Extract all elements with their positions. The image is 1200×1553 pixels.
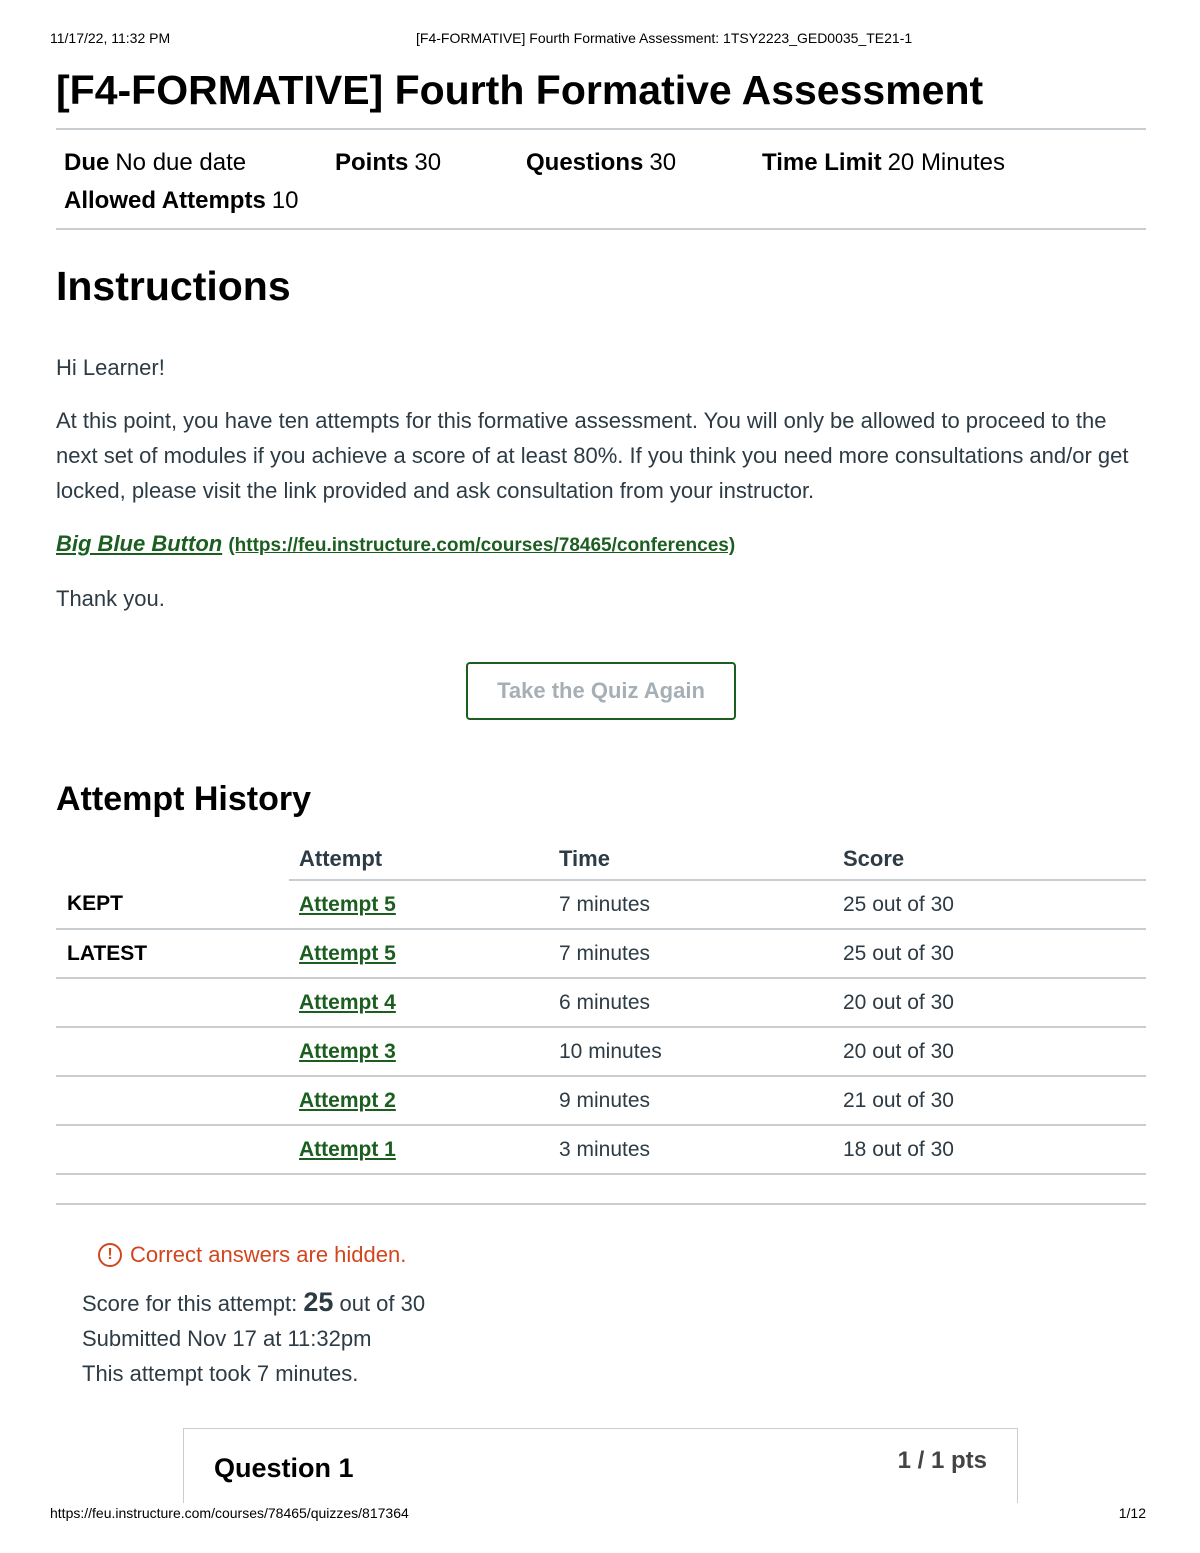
warning-icon: ! bbox=[98, 1243, 122, 1267]
page-title: [F4-FORMATIVE] Fourth Formative Assessment bbox=[56, 67, 984, 113]
conference-url-link[interactable]: (https://feu.instructure.com/courses/78465/conferences) bbox=[228, 535, 736, 556]
detail-points-value: 30 bbox=[414, 149, 442, 176]
attempt-time: 7 minutes bbox=[559, 929, 843, 978]
attempt-score: 18 out of 30 bbox=[843, 1125, 1146, 1174]
detail-points-label: Points bbox=[335, 149, 409, 176]
table-row bbox=[56, 1125, 1146, 1174]
print-doc-title: [F4-FORMATIVE] Fourth Formative Assessment: 1TSY2223_GED0035_TE21-1 bbox=[416, 30, 913, 46]
print-datetime: 11/17/22, 11:32 PM bbox=[50, 30, 171, 46]
main-content bbox=[56, 60, 1146, 1391]
detail-time-limit bbox=[762, 144, 1005, 182]
question-card bbox=[183, 1428, 1018, 1503]
table-spacer-row bbox=[56, 1174, 1146, 1204]
instructions-heading: Instructions bbox=[56, 263, 291, 309]
retake-button-wrap bbox=[56, 662, 1146, 720]
row-label: KEPT bbox=[56, 880, 289, 929]
table-header-empty bbox=[56, 842, 289, 880]
correct-answers-hidden-notice bbox=[98, 1239, 1146, 1271]
divider bbox=[56, 228, 1146, 230]
attempt-time: 10 minutes bbox=[559, 1027, 843, 1076]
table-row bbox=[56, 929, 1146, 978]
quiz-details bbox=[56, 130, 1146, 228]
row-label: LATEST bbox=[56, 929, 289, 978]
attempt-score: 21 out of 30 bbox=[843, 1076, 1146, 1125]
attempt-link[interactable]: Attempt 2 bbox=[299, 1088, 396, 1112]
attempt-time: 7 minutes bbox=[559, 880, 843, 929]
attempt-score: 25 out of 30 bbox=[843, 929, 1146, 978]
detail-questions bbox=[526, 144, 762, 182]
detail-questions-label: Questions bbox=[526, 149, 644, 176]
attempt-summary bbox=[82, 1285, 1146, 1391]
instructions-body: At this point, you have ten attempts for this formative assessment. You will only be allowed to proceed to the next set of modules if you achieve a score of at least 80%. If you think you need more consultations and/or get locked, please visit the link provided and ask consultation from your instructor. bbox=[56, 408, 1129, 503]
attempt-link[interactable]: Attempt 4 bbox=[299, 990, 396, 1014]
row-label bbox=[56, 1027, 289, 1076]
print-header bbox=[0, 30, 1200, 50]
print-url: https://feu.instructure.com/courses/78465/quizzes/817364 bbox=[50, 1505, 409, 1521]
detail-allowed-attempts bbox=[64, 182, 299, 220]
row-label bbox=[56, 978, 289, 1027]
attempt-score: 25 out of 30 bbox=[843, 880, 1146, 929]
detail-time-limit-value: 20 Minutes bbox=[887, 149, 1005, 176]
conference-link-line bbox=[56, 526, 1146, 563]
detail-attempts-value: 10 bbox=[271, 187, 299, 214]
table-header-time: Time bbox=[559, 842, 843, 880]
detail-due-value: No due date bbox=[115, 149, 247, 176]
attempt-score-line bbox=[82, 1285, 1146, 1321]
table-row bbox=[56, 1027, 1146, 1076]
question-points: 1 / 1 pts bbox=[897, 1447, 987, 1474]
score-value: 25 bbox=[303, 1287, 334, 1317]
detail-points bbox=[335, 144, 526, 182]
detail-attempts-label: Allowed Attempts bbox=[64, 187, 266, 214]
attempt-link[interactable]: Attempt 5 bbox=[299, 941, 396, 965]
attempt-history-heading: Attempt History bbox=[56, 780, 312, 818]
detail-time-limit-label: Time Limit bbox=[762, 149, 882, 176]
print-footer bbox=[0, 1505, 1200, 1525]
detail-questions-value: 30 bbox=[649, 149, 677, 176]
print-page-number: 1/12 bbox=[1118, 1505, 1146, 1521]
detail-due bbox=[64, 144, 335, 182]
submitted-line: Submitted Nov 17 at 11:32pm bbox=[82, 1326, 372, 1351]
instructions-greeting: Hi Learner! bbox=[56, 355, 165, 380]
duration-line: This attempt took 7 minutes. bbox=[82, 1361, 359, 1386]
table-header-score: Score bbox=[843, 842, 1146, 880]
row-label bbox=[56, 1125, 289, 1174]
attempt-score: 20 out of 30 bbox=[843, 1027, 1146, 1076]
table-row bbox=[56, 880, 1146, 929]
question-title: Question 1 bbox=[214, 1453, 354, 1483]
score-prefix: Score for this attempt: bbox=[82, 1291, 304, 1316]
attempt-score: 20 out of 30 bbox=[843, 978, 1146, 1027]
attempt-time: 3 minutes bbox=[559, 1125, 843, 1174]
notice-text: Correct answers are hidden. bbox=[130, 1242, 407, 1267]
attempt-link[interactable]: Attempt 3 bbox=[299, 1039, 396, 1063]
attempt-link[interactable]: Attempt 5 bbox=[299, 892, 396, 916]
big-blue-button-link[interactable]: Big Blue Button bbox=[56, 531, 223, 556]
table-header-row bbox=[56, 842, 1146, 880]
instructions-closing: Thank you. bbox=[56, 586, 165, 611]
table-row bbox=[56, 1076, 1146, 1125]
table-row bbox=[56, 978, 1146, 1027]
take-quiz-again-button[interactable]: Take the Quiz Again bbox=[466, 662, 736, 720]
table-header-attempt: Attempt bbox=[289, 842, 559, 880]
attempt-history-table bbox=[56, 842, 1146, 1205]
attempt-time: 9 minutes bbox=[559, 1076, 843, 1125]
row-label bbox=[56, 1076, 289, 1125]
attempt-link[interactable]: Attempt 1 bbox=[299, 1137, 396, 1161]
detail-due-label: Due bbox=[64, 149, 110, 176]
attempt-time: 6 minutes bbox=[559, 978, 843, 1027]
score-suffix: out of 30 bbox=[333, 1291, 426, 1316]
